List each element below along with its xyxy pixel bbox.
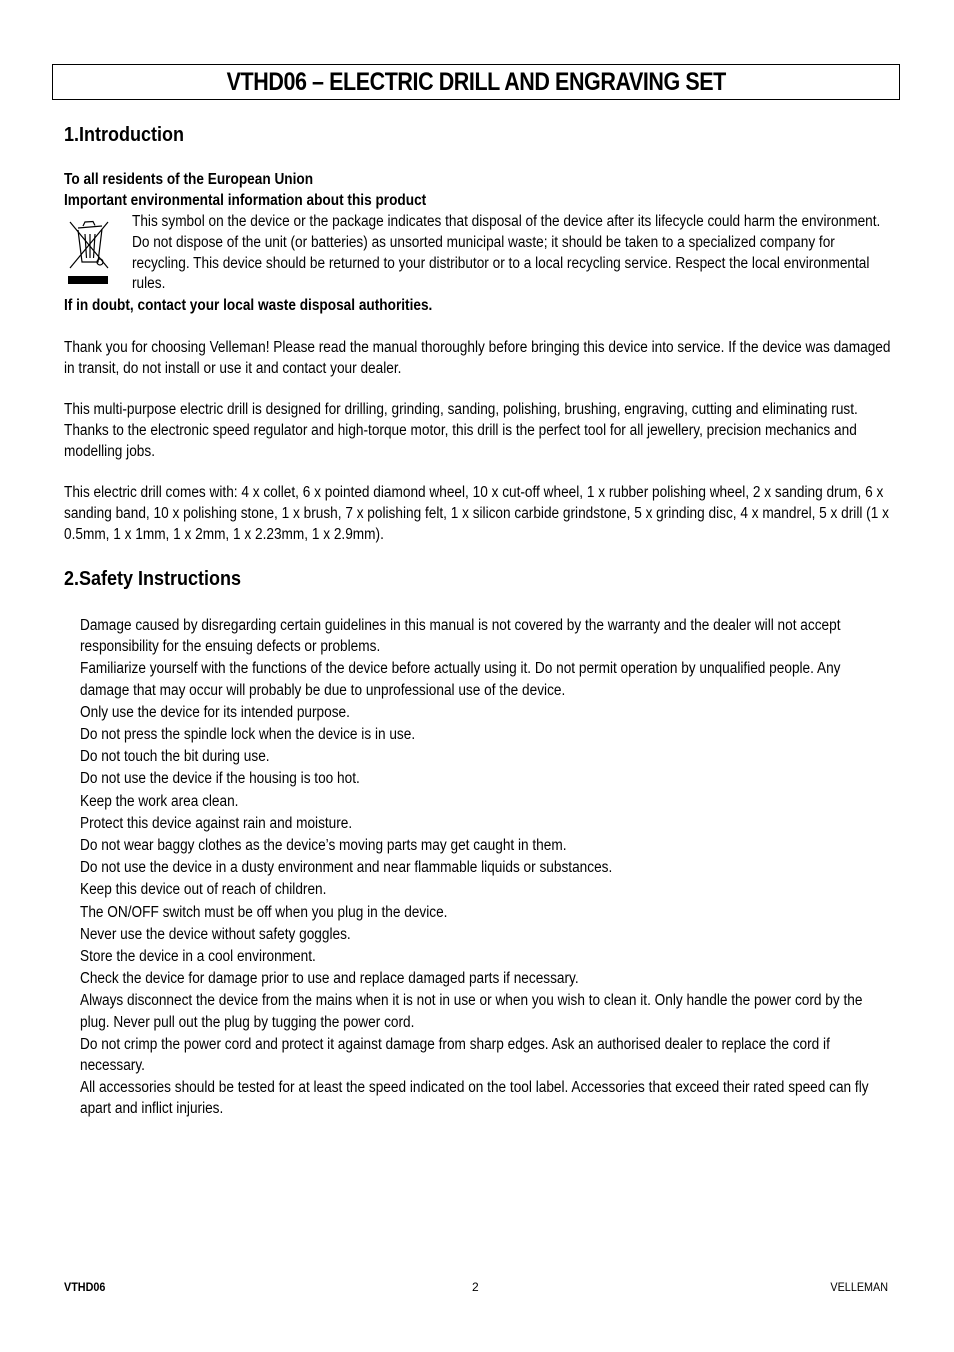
safety-instructions-list <box>80 615 890 1121</box>
waste-disposal-doubt: If in doubt, contact your local waste disposal authorities. <box>64 297 433 314</box>
section-heading-safety: 2.Safety Instructions <box>64 568 242 590</box>
list-item: Never use the device without safety goggles. <box>80 925 351 943</box>
list-item: Do not touch the bit during use. <box>80 748 270 766</box>
document-title: VTHD06 – ELECTRIC DRILL AND ENGRAVING SET <box>226 67 726 96</box>
footer-page-number: 2 <box>472 1280 479 1294</box>
list-item: Protect this device against rain and moisture. <box>80 814 353 832</box>
list-item: Do not wear baggy clothes as the device’s moving parts may get caught in them. <box>80 837 567 855</box>
list-item: Do not press the spindle lock when the device is in use. <box>80 726 416 744</box>
intro-paragraph-thanks: Thank you for choosing Velleman! Please read the manual thoroughly before bringing this device into service. If the device was damaged in transit, do not install or use it and contact your dealer. <box>64 339 891 377</box>
list-item: Keep the work area clean. <box>80 792 239 810</box>
list-item: Keep this device out of reach of children. <box>80 881 327 899</box>
environmental-info-line: Important environmental information about this product <box>64 192 427 209</box>
list-item: Do not crimp the power cord and protect it against damage from sharp edges. Ask an authorised dealer to replace the cord if necessary. <box>80 1035 830 1075</box>
footer-brand: VELLEMAN <box>830 1280 888 1294</box>
intro-paragraph-purpose: This multi-purpose electric drill is designed for drilling, grinding, sanding, polishing, brushing, engraving, cutting and eliminating rust. Thanks to the electronic speed regulator and high-torque motor, this drill is the perfect tool for all jewellery, precision mechanics and modelling jobs. <box>64 401 858 460</box>
title-box <box>52 64 900 100</box>
list-item: Store the device in a cool environment. <box>80 948 316 966</box>
weee-disposal-text: This symbol on the device or the package indicates that disposal of the device after its lifecycle could harm the environment. Do not dispose of the unit (or batteries) as unsorted municipal waste; it should be taken to a specialized company for recycling. This device should be returned to your distributor or to a local recycling service. Respect the local environmental rules. <box>132 213 881 293</box>
list-item: Do not use the device if the housing is too hot. <box>80 770 360 788</box>
intro-paragraph-contents: This electric drill comes with: 4 x collet, 6 x pointed diamond wheel, 10 x cut-off wheel, 1 x rubber polishing wheel, 2 x sanding drum, 6 x sanding band, 10 x polishing stone, 1 x brush, 7 x polishing felt, 1 x silicon carbide grindstone, 5 x grinding disc, 4 x mandrel, 5 x drill (1 x 0.5mm, 1 x 1mm, 1 x 2mm, 1 x 2.23mm, 1 x 2.9mm). <box>64 484 889 543</box>
list-item: Damage caused by disregarding certain guidelines in this manual is not covered by the warranty and the dealer will not accept responsibility for the ensuing defects or problems. <box>80 617 841 656</box>
list-item: All accessories should be tested for at least the speed indicated on the tool label. Accessories that exceed their rated speed can fly apart and inflict injuries. <box>80 1079 869 1118</box>
footer-model: VTHD06 <box>64 1280 106 1294</box>
eu-residents-line: To all residents of the European Union <box>64 171 314 188</box>
crossed-out-wheelie-bin-icon <box>64 216 112 288</box>
list-item: Familiarize yourself with the functions of the device before actually using it. Do not permit operation by unqualified people. Any damage that may occur will probably be due to unprofessional use of the device. <box>80 660 841 699</box>
list-item: Always disconnect the device from the mains when it is not in use or when you wish to clean it. Only handle the power cord by the plug. Never pull out the plug by tugging the power cord. <box>80 992 863 1031</box>
list-item: Do not use the device in a dusty environment and near flammable liquids or substances. <box>80 859 613 877</box>
section-heading-introduction: 1.Introduction <box>64 124 184 146</box>
list-item: The ON/OFF switch must be off when you plug in the device. <box>80 903 448 921</box>
list-item: Check the device for damage prior to use and replace damaged parts if necessary. <box>80 970 579 988</box>
list-item: Only use the device for its intended purpose. <box>80 703 350 721</box>
